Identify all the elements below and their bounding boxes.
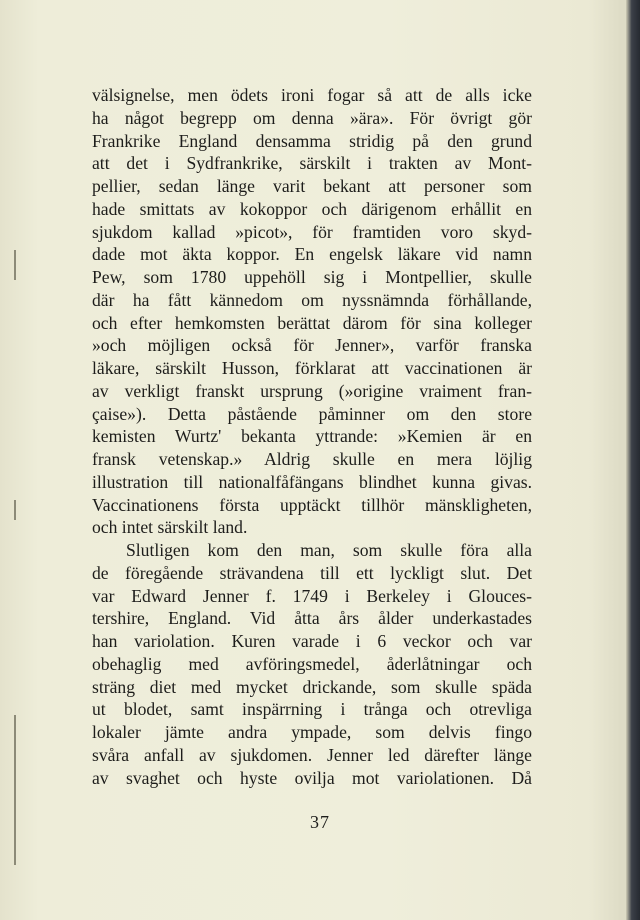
text-line: Slutligen kom den man, som skulle föra alla bbox=[126, 540, 532, 560]
text-line: att det i Sydfrankrike, särskilt i trakten av Mont- bbox=[92, 153, 532, 174]
text-line: sjukdom kallad »picot», för framtiden voro skyd- bbox=[92, 221, 532, 242]
book-binding-edge bbox=[626, 0, 640, 920]
text-line: Pew, som 1780 uppehöll sig i Montpellier, skulle bbox=[92, 267, 532, 287]
text-line: obehaglig med avföringsmedel, åderlåtningar och bbox=[92, 653, 532, 674]
text-line: tershire, England. Vid åtta års ålder underkastades bbox=[92, 608, 532, 629]
text-line: pellier, sedan länge varit bekant att personer som bbox=[92, 176, 532, 196]
page-edge-mark bbox=[14, 500, 16, 520]
text-line: och intet särskilt land. bbox=[92, 517, 248, 538]
text-line: kemisten Wurtz' bekanta yttrande: »Kemien är en bbox=[92, 426, 532, 447]
text-line: »och möjligen också för Jenner», varför franska bbox=[92, 335, 532, 356]
text-line: svåra anfall av sjukdomen. Jenner led därefter länge bbox=[92, 744, 532, 765]
text-line: ut blodet, samt inspärrning i trånga och otrevliga bbox=[92, 699, 532, 720]
text-line: välsignelse, men ödets ironi fogar så att de alls icke bbox=[92, 85, 532, 105]
text-line: dade mot äkta koppor. En engelsk läkare vid namn bbox=[92, 244, 532, 265]
page-edge-mark bbox=[14, 250, 16, 280]
text-line: de föregående strävandena till ett lyckligt slut. Det bbox=[92, 562, 532, 583]
text-line: illustration till nationalfåfängans blindhet kunna givas. bbox=[92, 471, 532, 492]
text-line: Vaccinationens första upptäckt tillhör mänskligheten, bbox=[92, 494, 532, 515]
text-line: sträng diet med mycket drickande, som skulle späda bbox=[92, 676, 532, 697]
page-edge-mark bbox=[14, 715, 16, 865]
body-text bbox=[92, 84, 532, 789]
text-line: Frankrike England densamma stridig på den grund bbox=[92, 130, 532, 151]
text-line: ha något begrepp om denna »ära». För övrigt gör bbox=[92, 107, 532, 128]
text-line: och efter hemkomsten berättat därom för sina kolleger bbox=[92, 312, 532, 333]
page-number: 37 bbox=[310, 812, 330, 832]
text-line: läkare, särskilt Husson, förklarat att vaccinationen är bbox=[92, 358, 532, 378]
text-line: fransk vetenskap.» Aldrig skulle en mera löjlig bbox=[92, 449, 532, 469]
text-line: çaise»). Detta påstående påminner om den store bbox=[92, 403, 532, 424]
text-line: där ha fått kännedom om nyssnämnda förhållande, bbox=[92, 289, 532, 310]
text-line: av verkligt franskt ursprung (»origine vraiment fran- bbox=[92, 380, 532, 401]
text-line: hade smittats av kokoppor och därigenom erhållit en bbox=[92, 198, 532, 219]
text-line: var Edward Jenner f. 1749 i Berkeley i Glouces- bbox=[92, 585, 532, 606]
text-line: han variolation. Kuren varade i 6 veckor och var bbox=[92, 631, 532, 651]
text-line: lokaler jämte andra ympade, som delvis fingo bbox=[92, 722, 532, 742]
text-line: av svaghet och hyste ovilja mot variolationen. Då bbox=[92, 767, 532, 788]
